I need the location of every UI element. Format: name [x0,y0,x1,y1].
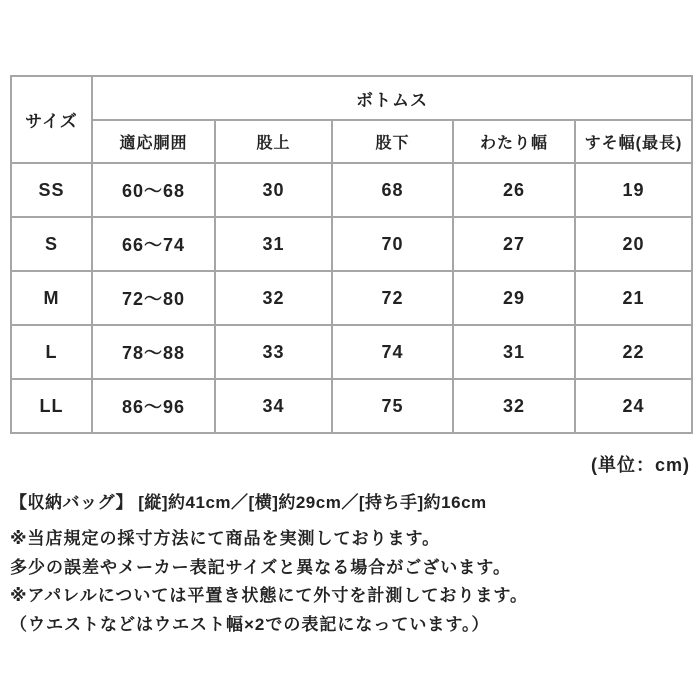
cell-value: 34 [215,379,332,433]
table-row [11,325,692,379]
cell-value: 22 [575,325,692,379]
column-header-waist: 適応胴囲 [92,120,215,163]
cell-value: 30 [215,163,332,217]
cell-value: 72〜80 [92,271,215,325]
cell-value: 60〜68 [92,163,215,217]
table-row [11,379,692,433]
cell-value: 20 [575,217,692,271]
cell-value: 68 [332,163,453,217]
note-line: （ウエストなどはウエスト幅×2での表記になっています。） [10,614,490,634]
cell-value: 31 [215,217,332,271]
size-label: LL [11,379,92,433]
column-header-thigh-width: わたり幅 [453,120,575,163]
column-header-hem-width: すそ幅(最長) [575,120,692,163]
size-label: SS [11,163,92,217]
cell-value: 66〜74 [92,217,215,271]
cell-value: 21 [575,271,692,325]
cell-value: 78〜88 [92,325,215,379]
note-line: ※アパレルについては平置き状態にて外寸を計測しております。 [10,586,529,605]
cell-value: 32 [453,379,575,433]
table-header-group-row [11,76,692,120]
note-line: 多少の誤差やメーカー表記サイズと異なる場合がございます。 [10,557,511,577]
unit-note: (単位：cm) [590,455,690,475]
cell-value: 70 [332,217,453,271]
cell-value: 32 [215,271,332,325]
table-subheader-row [11,120,692,163]
size-label: S [11,217,92,271]
cell-value: 33 [215,325,332,379]
size-spec-table [10,75,693,434]
cell-value: 74 [332,325,453,379]
size-column-header: サイズ [11,76,92,163]
table-row [11,271,692,325]
cell-value: 75 [332,379,453,433]
cell-value: 24 [575,379,692,433]
size-label: M [11,271,92,325]
table-row [11,163,692,217]
cell-value: 72 [332,271,453,325]
size-label: L [11,325,92,379]
measurement-notes [10,525,528,639]
column-header-rise: 股上 [215,120,332,163]
column-header-inseam: 股下 [332,120,453,163]
cell-value: 31 [453,325,575,379]
table-row [11,217,692,271]
cell-value: 86〜96 [92,379,215,433]
cell-value: 27 [453,217,575,271]
note-line: ※当店規定の採寸方法にて商品を実測しております。 [10,529,441,548]
cell-value: 29 [453,271,575,325]
storage-bag-note: 【収納バッグ】 [縦]約41cm／[横]約29cm／[持ち手]約16cm [10,493,487,512]
bottoms-group-header: ボトムス [92,76,692,120]
cell-value: 19 [575,163,692,217]
cell-value: 26 [453,163,575,217]
